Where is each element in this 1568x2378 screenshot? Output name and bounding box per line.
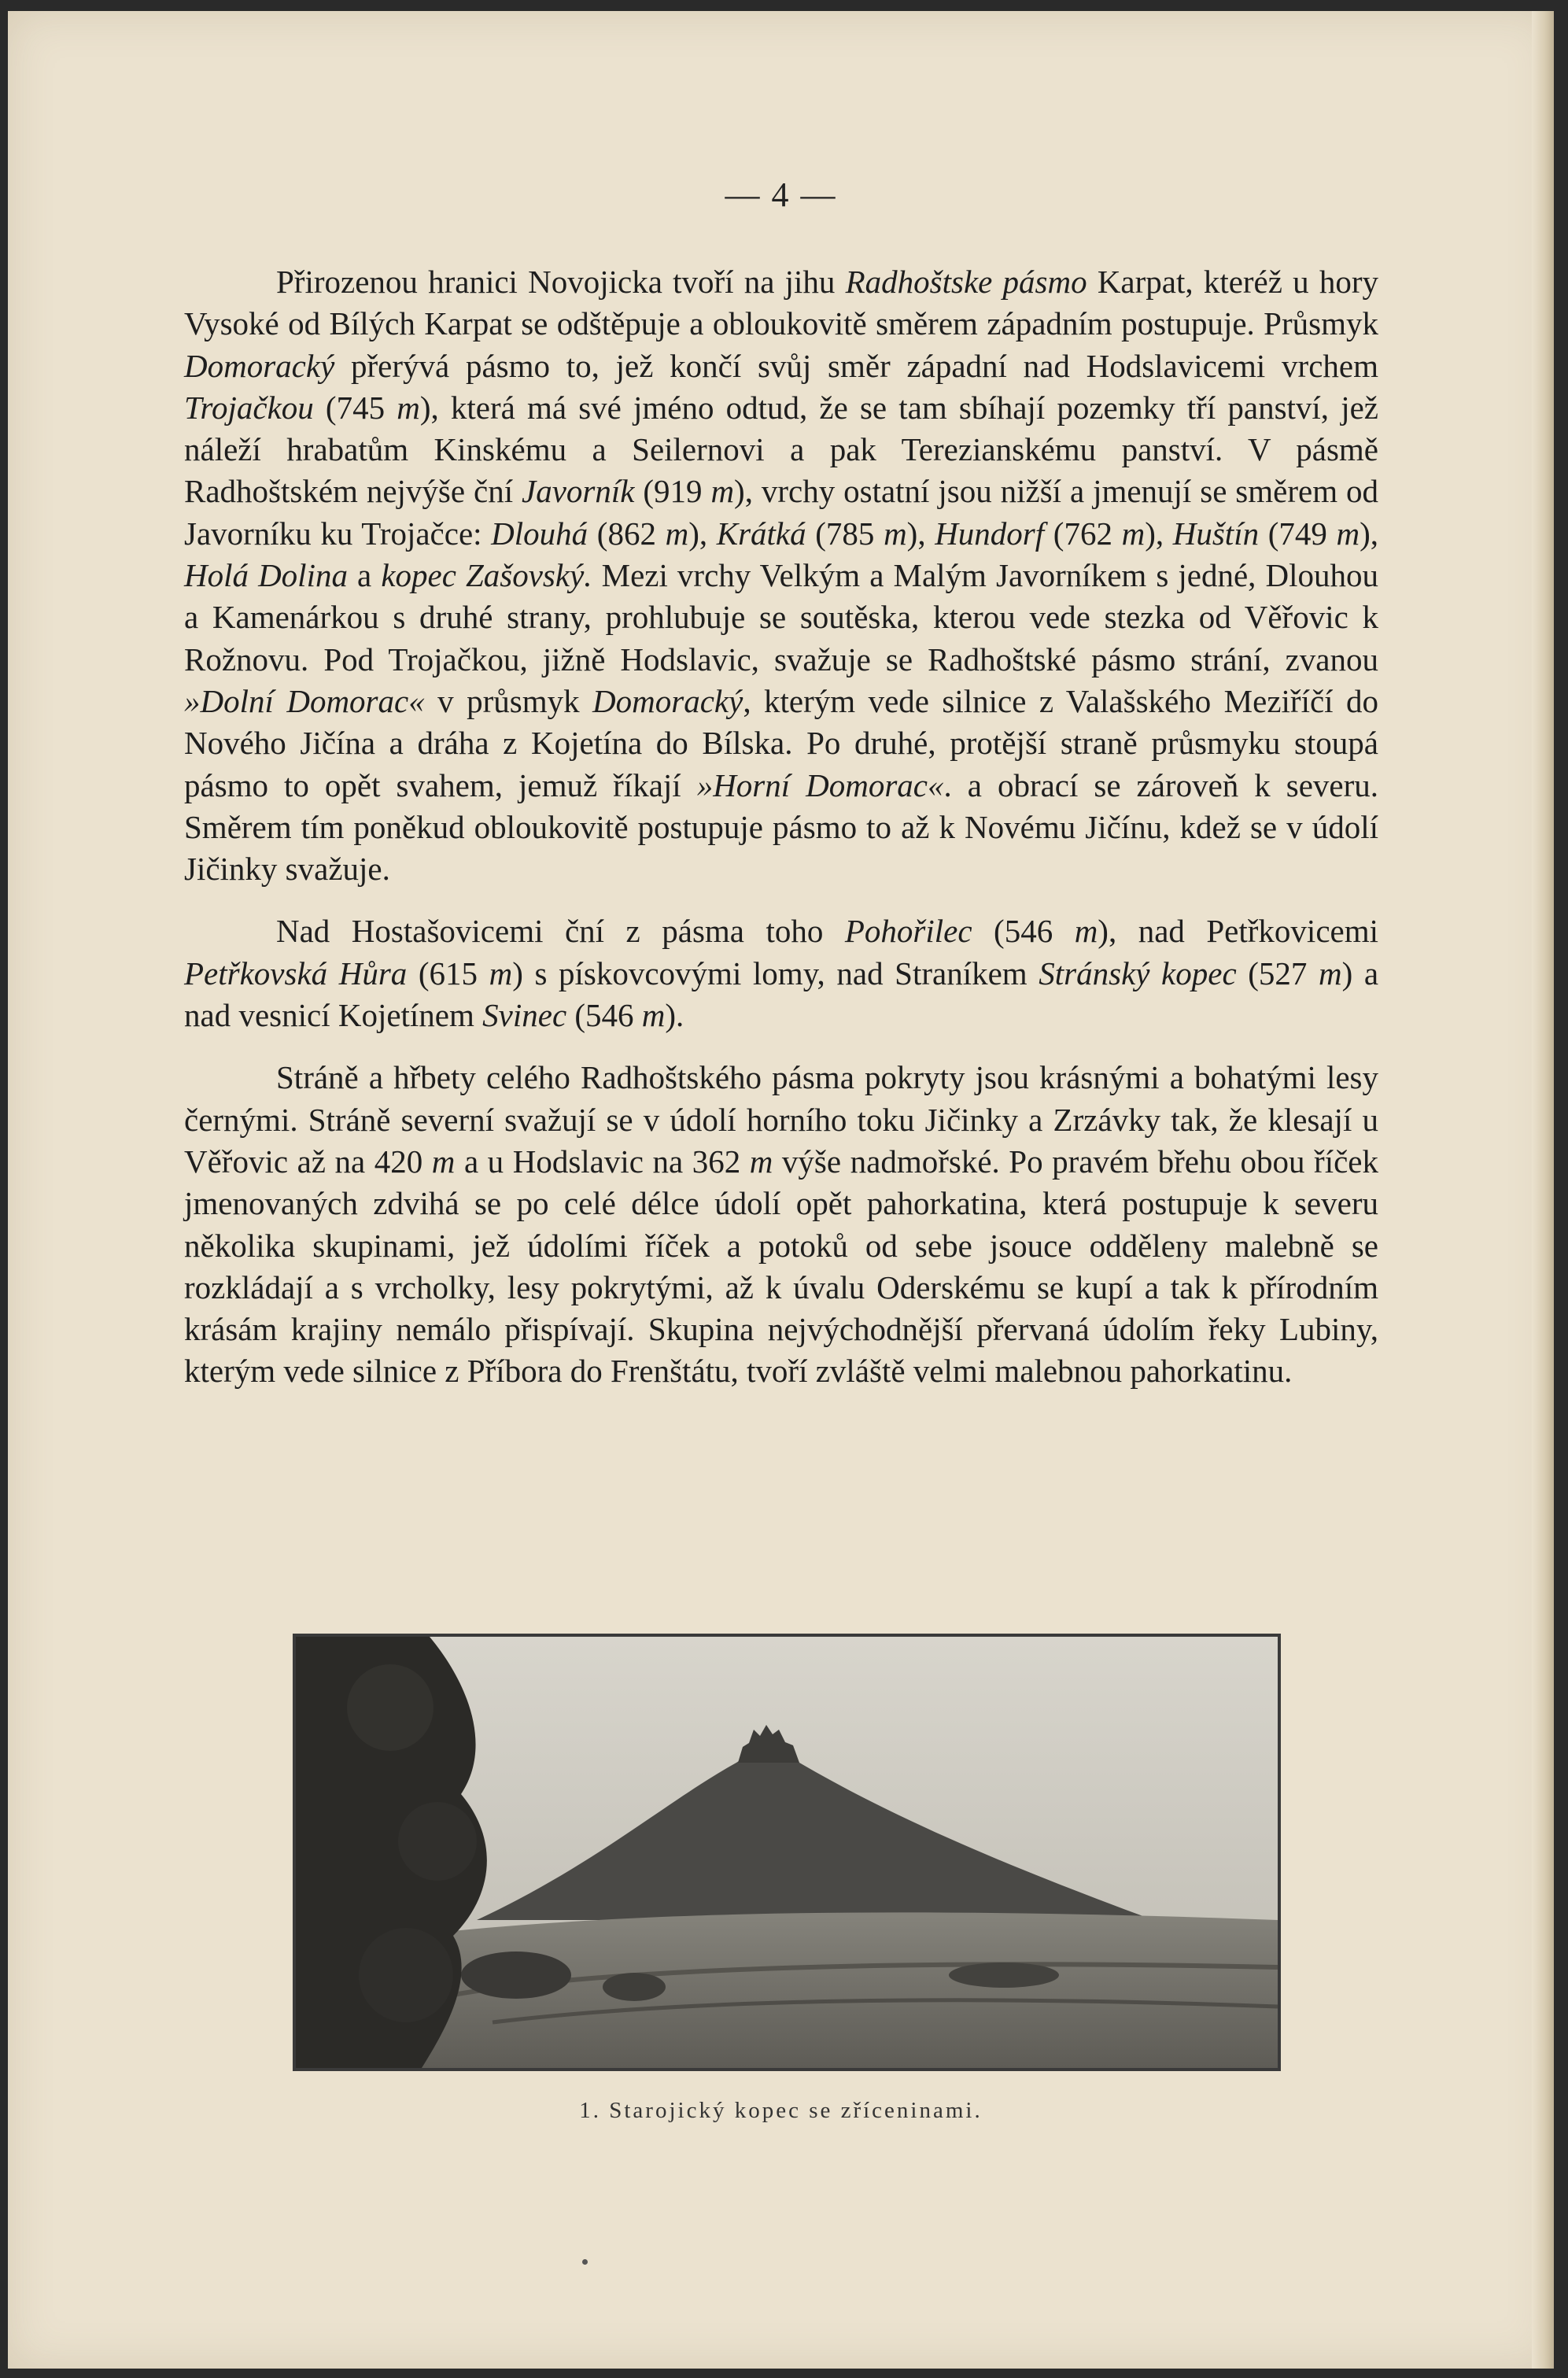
italic-term: m [1318,955,1342,991]
italic-term: Pohořilec [844,913,972,950]
page-edge [1532,11,1554,2369]
italic-term: »Dolní Domorac« [184,682,425,719]
text-run: Stráně a hřbety celého Radhoštského pásma pokryty jsou krásnými a bohatými lesy černými. Stráně severní svažují se v údolí horního toku Jičinky a Zrzávky tak, že klesají u Věřovic až na 420 [184,1059,1378,1180]
text-run: ), nad Petřkovicemi [1098,913,1378,950]
text-run: výše nadmořské. Po pravém břehu obou říček jmenovaných zdvihá se po celé délce údolí opět pahorkatina, která postupuje k severu několika skupinami, jež údolími říček a potoků od sebe jsouce odděleny malebně se rozkládají a s vrcholky, lesy pokrytými, až k úvalu Oderskému se kupí a tak k přírodním krásám krajiny nemálo přispívají. Skupina nejvýchodnější přervaná údolím řeky Lubiny, kterým vede silnice z Příbora do Frenštátu, tvoří zvláště velmi malebnou pahorkatinu. [184,1143,1378,1390]
text-run: ). [665,997,684,1034]
body-text [184,261,1378,1413]
text-run: (862 [588,515,666,552]
italic-term: m [1074,913,1098,950]
text-run: (785 [806,515,884,552]
italic-term: m [749,1143,773,1180]
italic-term: Svinec [482,997,567,1034]
text-run: Mezi vrchy Velkým a Malým Javorníkem s jedné, Dlouhou a Kamenárkou s druhé strany, prohlubuje se soutěska, kterou vede stezka od Věřovic k Rožnovu. Pod Trojačkou, jižně Hodslavic, svažuje se Radhoštské pásmo strání, zvanou [184,557,1378,678]
text-run: (546 [566,997,642,1034]
text-run: (527 [1236,955,1319,991]
book-page [8,11,1554,2369]
paragraph [184,910,1378,1036]
italic-term: m [1336,515,1360,552]
text-run: (919 [634,473,711,510]
italic-term: Stránský kopec [1039,955,1237,991]
text-run: Přirozenou hranici Novojicka tvoří na jihu [276,264,846,300]
italic-term: Radhoštske pásmo [845,264,1087,300]
text-run: přerývá pásmo to, jež končí svůj směr západní nad Hodslavicemi vrchem [334,347,1378,384]
text-run: a [347,557,382,594]
text-run: (745 [313,389,397,426]
text-run: (749 [1259,515,1337,552]
ink-speck [582,2259,588,2265]
italic-term: Trojačkou [184,389,314,426]
text-run: , kterým vede silnice z Valašského Meziříčí do Nového Jičína a dráha z Kojetína do Bílska. Po druhé, protější straně průsmyku stoupá pásmo to opět svahem, jemuž říkají [184,682,1378,803]
italic-term: kopec Zašovský. [381,557,592,594]
italic-term: Dlouhá [491,515,588,552]
text-run: (615 [407,955,489,991]
text-run: v průsmyk [424,682,593,719]
italic-term: Huštín [1172,515,1260,552]
italic-term: Krátká [716,515,806,552]
italic-term: m [397,389,420,426]
italic-term: Holá Dolina [184,557,348,594]
italic-term: m [1121,515,1146,552]
italic-term: Hundorf [935,515,1045,552]
italic-term: m [665,515,689,552]
text-run: Nad Hostašovicemi ční z pásma toho [276,913,845,950]
text-run: ) a nad vesnicí Kojetínem [184,955,1379,1034]
text-run: Karpat, kteréž u hory Vysoké od Bílých Karpat se odštěpuje a obloukovitě směrem západním postupuje. Průsmyk [184,264,1378,342]
italic-term: Petřkovská Hůra [184,955,408,991]
figure-caption: 1. Starojický kopec se zříceninami. [579,2098,983,2123]
text-run: a u Hodslavic na 362 [455,1143,750,1180]
text-run: ), vrchy ostatní jsou nižší a jmenují se směrem od Javorníku ku Trojačce: [184,473,1378,552]
paragraph [184,261,1378,890]
text-run: ), která má své jméno odtud, že se tam sbíhají pozemky tří panství, jež náleží hrabatům Kinskému a Seilernovi a pak Terezianskému panství. V pásmě Radhoštském nejvýše ční [184,389,1378,510]
text-run: ), [906,515,935,552]
italic-term: m [710,473,735,510]
italic-term: m [641,997,666,1034]
text-run: ), [1145,515,1173,552]
text-run: ), [1360,515,1379,552]
text-run: (546 [972,913,1075,950]
text-run: . a obrací se zároveň k severu. Směrem tím poněkud obloukovitě postupuje pásmo to až k Novému Jičínu, kdež se v údolí Jičinky svažuje. [184,766,1379,888]
italic-term: m [431,1143,456,1180]
italic-term: Javorník [522,473,635,510]
paragraph [184,1057,1378,1392]
italic-term: »Horní Domorac« [696,766,944,803]
italic-term: Domoracký [184,347,335,384]
italic-term: m [884,515,907,552]
text-run: ), [688,515,717,552]
figure-photo [293,1634,1281,2071]
photo-hill-illustration [296,1637,1278,2068]
page-number: — 4 — [725,175,837,214]
italic-term: m [489,955,513,991]
text-run: ) s pískovcovými lomy, nad Straníkem [512,955,1039,991]
italic-term: Domoracký [592,682,743,719]
text-run: (762 [1044,515,1122,552]
